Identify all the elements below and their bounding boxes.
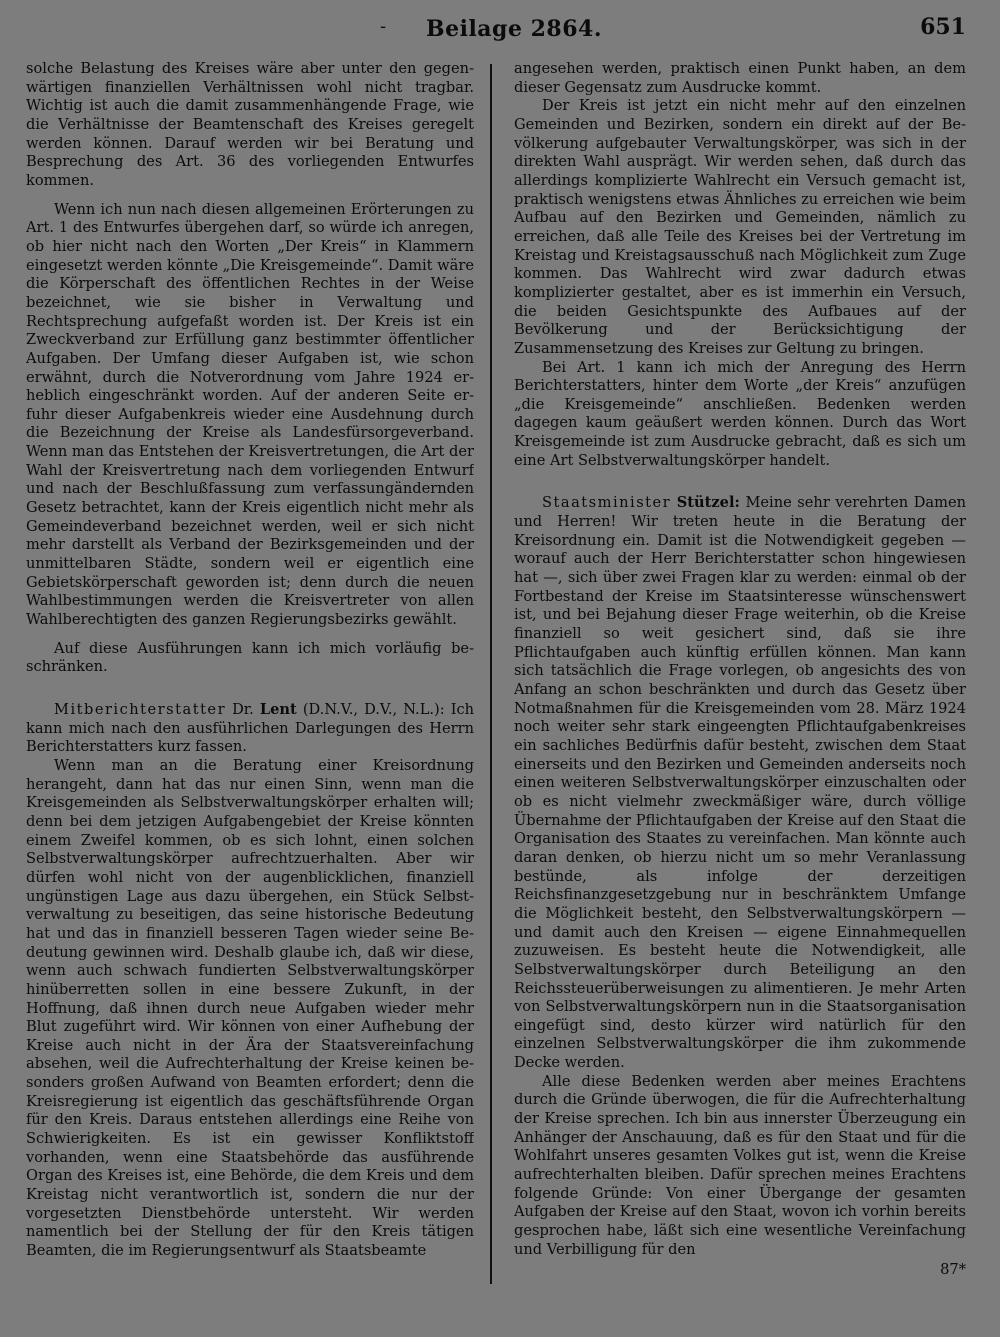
- speaker-title: Dr.: [232, 701, 254, 718]
- speaker-name: Lent: [259, 701, 297, 718]
- speaker-text: Meine sehr verehrten Damen und Herren! Wir treten heute in die Beratung der Kreisordnung ein. Damit ist die Notwendigkeit gegeben — worauf auch der Herr Berichterstatter schon hingewiesen hat —, sich über zwei Fragen klar zu werden: einmal ob der Fortbestand der Kreise im Staatsinteresse wünschenswert ist, und bei Bejahung dieser Frage weiterhin, ob die Kreise finanziell so weit gesichert sind, daß sie ihre Pflichtaufgaben auch künftig erfüllen können. Man kann sich tatsächlich die Frage vorlegen, ob angesichts des von Anfang an schon beschränkten und durch das Gesetz über Notmaßnahmen für die Kreisgemeinden vom 28. März 1924 noch weiter sehr stark eingeengten Pflichtaufgabenkreises ein sachliches Bedürfnis dafür besteht, zwischen dem Staat einerseits und den Bezirken und Gemeinden anderseits noch einen weiteren Selbstverwaltungskörper einzuschalten oder ob es nicht vielmehr zweckmäßiger wäre, durch völlige Übernahme der Pflichtaufgaben der Kreise auf den Staat die Organisation des Staates zu vereinfachen. Man könnte auch daran denken, ob hierzu nicht um so mehr Veranlassung bestünde, als infolge der derzeitigen Reichsfinanzgesetzgebung nur in beschränktem Umfange die Möglichkeit besteht, den Selbstverwaltungskörpern — und damit auch den Kreisen — eigene Einnahmequellen zuzuweisen. Es besteht heute die Notwendigkeit, alle Selbstverwaltungskörper durch Beteiligung an den Reichssteuerüberweisungen zu alimentieren. Je mehr Arten von Selbstverwaltungskörpern nun in die Staatsorganisation eingefügt sind, desto kürzer wird natürlich für den einzelnen Selbstverwaltungskörper die ihm zukommende Decke werden.: [514, 494, 966, 1072]
- page-number: 651: [920, 14, 966, 40]
- right-column: [514, 60, 966, 1310]
- left-speaker-paragraph: [26, 701, 474, 757]
- left-column: [26, 60, 474, 1310]
- left-paragraph-2: Wenn ich nun nach diesen allgemeinen Erörterungen zu Art. 1 des Entwurfes übergehen darf, so würde ich anregen, ob hier nicht nach den Worten „Der Kreis“ in Klammern eingesetzt werden könnte „Die Kreisgemeinde“. Damit wäre die Körperschaft des öffentlichen Rechtes in der Weise bezeichnet, wie sie bisher in Verwaltung und Rechtsprechung aufgefaßt worden ist. Der Kreis ist ein Zweckverband zur Erfüllung ganz bestimmter öffentlicher Aufgaben. Der Umfang dieser Aufgaben ist, wie schon erwähnt, durch die Notverordnung vom Jahre 1924 erheblich eingeschränkt worden. Auf der anderen Seite erfuhr dieser Aufgabenkreis wieder eine Ausdehnung durch die Bezeichnung der Kreise als Landesfürsorgeverband. Wenn man das Entstehen der Kreisvertretungen, die Art der Wahl der Kreisvertretung nach dem vorliegenden Entwurf und nach der Beschlußfassung zum verfassungändernden Gesetz betrachtet, kann der Kreis eigentlich nicht mehr als Gemeindeverband bezeichnet werden, weil er sich nicht mehr darstellt als Verband der Bezirksgemeinden und der unmittelbaren Städte, sondern weil er eigentlich eine Gebietskörperschaft geworden ist; denn durch die neuen Wahlbestimmungen werden die Kreisvertreter von allen Wahlberechtigten des ganzen Regierungsbezirks gewählt.: [26, 200, 474, 629]
- speaker-role: Mitberichterstatter: [54, 701, 227, 718]
- speaker-name: Stützel:: [676, 494, 740, 512]
- right-paragraph-1: angesehen werden, praktisch einen Punkt haben, an dem dieser Gegensatz zum Ausdrucke kommt.: [514, 60, 966, 96]
- header-title: Beilage 2864.: [426, 16, 602, 42]
- signature-mark: 87*: [940, 1261, 966, 1279]
- right-paragraph-3: Bei Art. 1 kann ich mich der Anregung des Herrn Berichterstatters, hinter dem Worte „der Kreis“ anzufügen „die Kreisgemeinde“ anschließen. Bedenken werden dagegen kaum geäußert werden können. Durch das Wort Kreisgemeinde ist zum Ausdrucke gebracht, daß es sich um eine Art Selbstverwaltungskörper handelt.: [514, 358, 966, 469]
- speaker-party: (D.N.V., D.V., N.L.):: [302, 701, 445, 718]
- right-paragraph-5: Alle diese Bedenken werden aber meines Erachtens durch die Gründe überwogen, die für die Aufrechterhaltung der Kreise sprechen. Ich bin aus innerster Überzeugung ein Anhänger der Anschauung, daß es für den Staat und für die Wohlfahrt unseres gesamten Volkes gut ist, wenn die Kreise aufrechterhalten bleiben. Dafür sprechen meines Erachtens folgende Gründe: Von einer Übergange der gesamten Aufgaben der Kreise auf den Staat, wovon ich vorhin bereits gesprochen habe, läßt sich eine wesentliche Vereinfachung und Verbilligung für den: [514, 1072, 966, 1258]
- header-dash: -: [380, 16, 387, 37]
- left-paragraph-5: Wenn man an die Beratung einer Kreisordnung herangeht, dann hat das nur einen Sinn, wenn man die Kreisgemeinden als Selbstverwaltungskörper erhalten will; denn bei dem jetzigen Aufgabengebiet der Kreise könnten einem Zweifel kommen, ob es sich lohnt, einen solchen Selbstverwaltungskörper aufrechtzuerhalten. Aber wir dürfen wohl nicht von der augenblicklichen, finanziell ungünstigen Lage aus dazu übergehen, ein Stück Selbstverwaltung zu beseitigen, das seine historische Bedeutung hat und das in finanziell besseren Tagen wieder seine Bedeutung gewinnen wird. Deshalb glaube ich, daß wir diese, wenn auch schwach fundierten Selbstverwaltungskörper hinüberretten sollen in eine bessere Zukunft, in der Hoffnung, daß ihnen durch neue Aufgaben wieder mehr Blut zugeführt wird. Wir können von einer Aufhebung der Kreise auch nicht in der Ära der Staatsvereinfachung absehen, weil die Aufrechterhaltung der Kreise keinen besonders großen Aufwand von Beamten erfordert; denn die Kreisregierung ist eigentlich das geschäftsführende Organ für den Kreis. Daraus entstehen allerdings eine Reihe von Schwierigkeiten. Es ist ein gewisser Konfliktstoff vorhanden, wenn eine Staatsbehörde das ausführende Organ des Kreises ist, eine Behörde, die dem Kreis und dem Kreistag nicht verantwortlich ist, sondern die nur der vorgesetzten Dienstbehörde untersteht. Wir werden namentlich bei der Stellung der für den Kreis tätigen Beamten, die im Regierungsentwurf als Staatsbeamte: [26, 756, 474, 1260]
- left-paragraph-1: solche Belastung des Kreises wäre aber unter den gegenwärtigen finanziellen Verhältnissen wohl nicht tragbar. Wichtig ist auch die damit zusammenhängende Frage, wie die Verhältnisse der Beamtenschaft des Kreises geregelt werden können. Darauf werden wir bei Beratung und Besprechung des Art. 36 des vorliegenden Entwurfes kommen.: [26, 60, 474, 189]
- column-divider: [490, 64, 492, 1284]
- left-paragraph-3: Auf diese Ausführungen kann ich mich vorläufig beschränken.: [26, 639, 474, 676]
- speaker-role: Staatsminister: [542, 494, 672, 512]
- page-header: [0, 12, 1000, 46]
- speaker-text: Ich kann mich nach den ausführlichen Darlegungen des Herrn Berichterstatters kurz fassen.: [26, 701, 474, 756]
- right-paragraph-2: Der Kreis ist jetzt ein nicht mehr auf den einzelnen Gemeinden und Bezirken, sondern ein direkt auf der Bevölkerung aufgebauter Verwaltungskörper, was sich in der direkten Wahl ausprägt. Wir werden sehen, daß durch das allerdings komplizierte Wahlrecht ein Versuch gemacht ist, praktisch wenigstens etwas Ähnliches zu erreichen wie beim Aufbau auf den Bezirken und Gemeinden, nämlich zu erreichen, daß alle Teile des Kreises bei der Vertretung im Kreistag und Kreistagsausschuß nach Möglichkeit zum Zuge kommen. Das Wahlrecht wird zwar dadurch etwas komplizierter gestaltet, aber es ist immerhin ein Versuch, die beiden Gesichtspunkte des Aufbaues auf der Bevölkerung und der Berücksichtigung der Zusammensetzung des Kreises zur Geltung zu bringen.: [514, 97, 966, 357]
- right-speaker-paragraph: [514, 494, 966, 1072]
